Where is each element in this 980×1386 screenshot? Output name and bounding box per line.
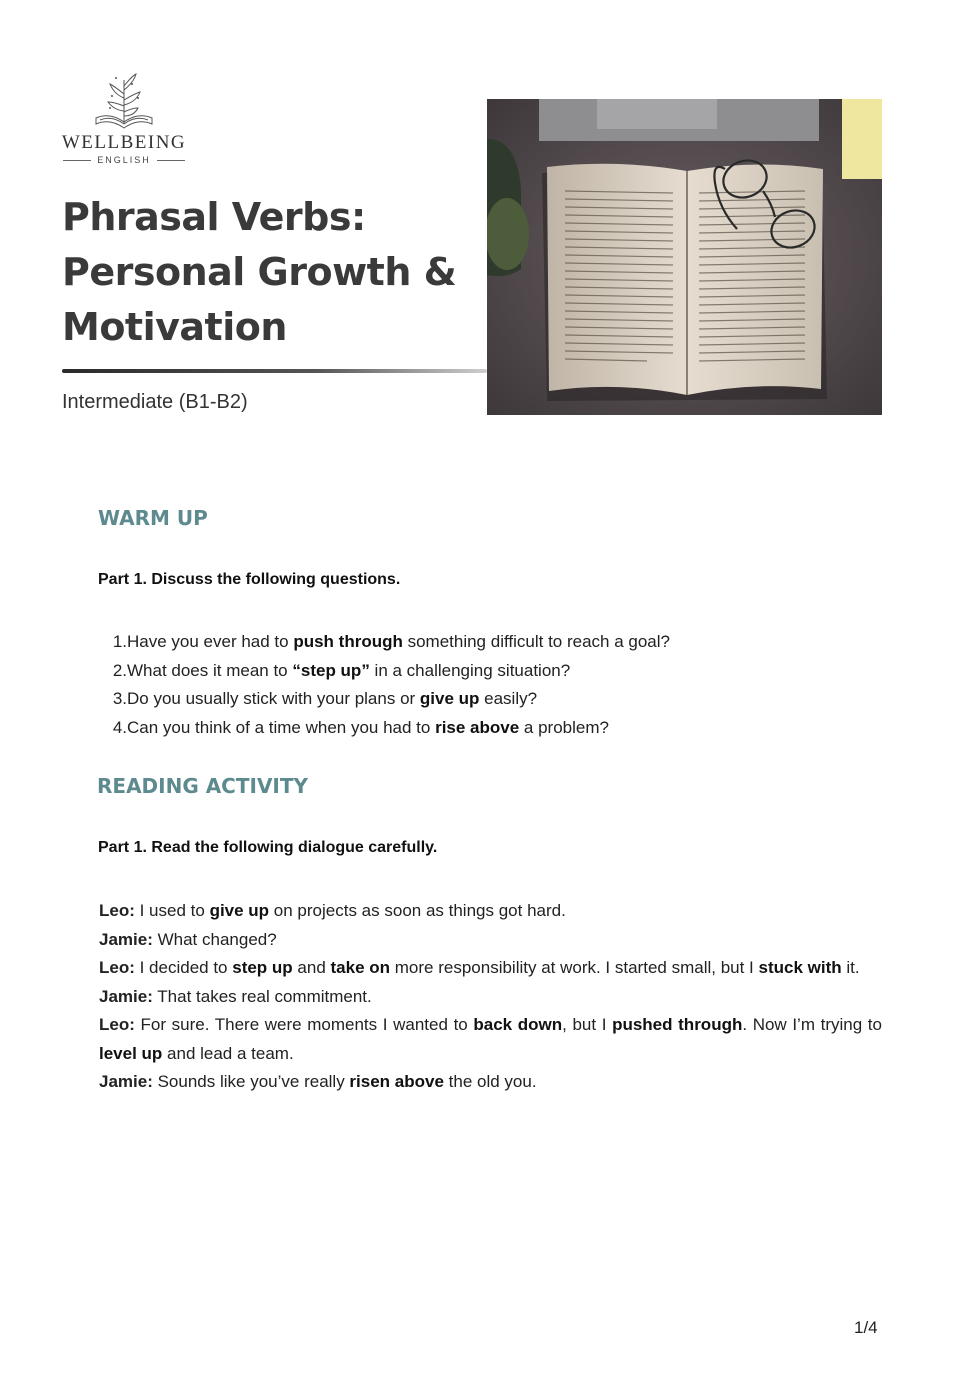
page-number: 1/4 <box>854 1318 878 1337</box>
question-item: 4.Can you think of a time when you had to rise above a problem? <box>112 717 609 737</box>
open-book-plant-icon <box>92 72 156 130</box>
reading-heading: READING ACTIVITY <box>97 774 308 798</box>
dialogue-line: Jamie: What changed? <box>99 929 277 949</box>
logo-name: WELLBEING <box>61 132 187 153</box>
level-label: Intermediate (B1-B2) <box>62 391 248 413</box>
title-underline <box>62 369 487 373</box>
dialogue-line: Leo: For sure. There were moments I wanted to back down, but I pushed through. Now I’m trying to level up and lead a team. <box>99 1015 882 1063</box>
title-line-2: Personal Growth & <box>62 250 457 294</box>
dialogue-line: Leo: I used to give up on projects as soon as things got hard. <box>99 901 566 920</box>
dialogue <box>99 897 882 1097</box>
warmup-question-list <box>98 628 858 742</box>
brand-logo <box>60 72 188 165</box>
question-item: 3.Do you usually stick with your plans or give up easily? <box>112 689 538 708</box>
dialogue-line: Jamie: That takes real commitment. <box>99 986 372 1006</box>
page-title <box>62 190 482 355</box>
title-line-1: Phrasal Verbs: <box>62 195 366 239</box>
hero-image <box>487 99 882 415</box>
logo-divider-left <box>63 160 91 161</box>
dialogue-line: Jamie: Sounds like you’ve really risen above the old you. <box>99 1072 537 1091</box>
logo-subtitle-row <box>60 155 188 165</box>
warmup-heading: WARM UP <box>98 506 208 530</box>
title-line-3: Motivation <box>62 305 287 349</box>
warmup-part-heading: Part 1. Discuss the following questions. <box>98 571 401 588</box>
question-item: 1.Have you ever had to push through something difficult to reach a goal? <box>112 632 670 651</box>
logo-divider-right <box>157 160 185 161</box>
open-book-with-glasses-photo <box>487 99 882 415</box>
logo-subtitle: ENGLISH <box>97 155 151 165</box>
dialogue-line: Leo: I decided to step up and take on more responsibility at work. I started small, but I stuck with it. <box>99 958 860 977</box>
question-item: 2.What does it mean to “step up” in a challenging situation? <box>112 660 571 680</box>
reading-part-heading: Part 1. Read the following dialogue carefully. <box>98 839 438 856</box>
